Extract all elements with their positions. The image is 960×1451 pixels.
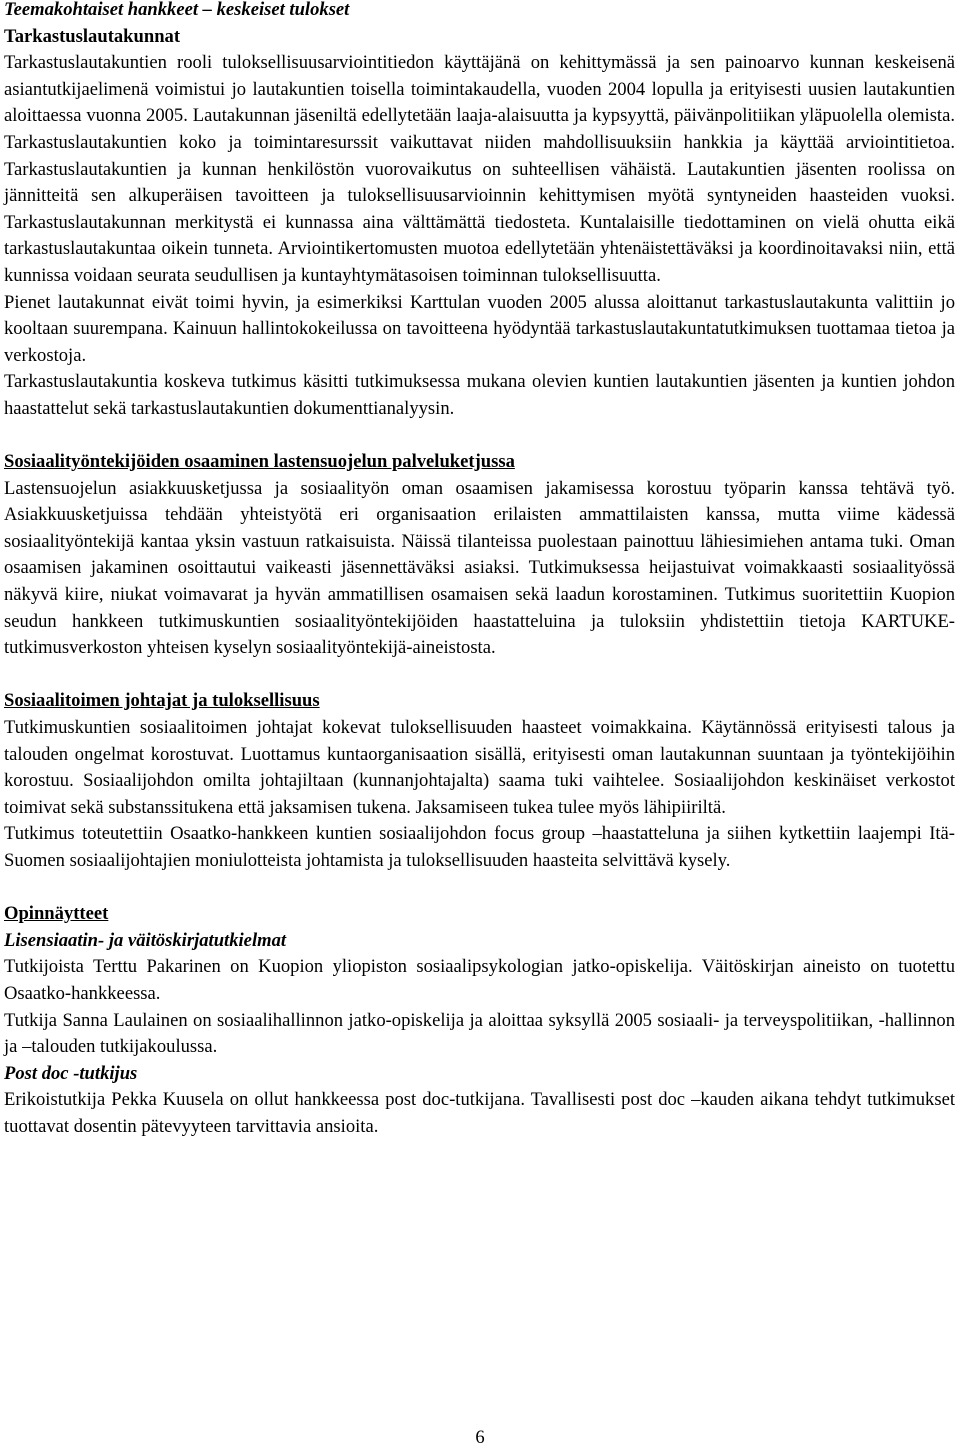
paragraph: Tutkimus toteutettiin Osaatko-hankkeen kuntien sosiaalijohdon focus group –haastatteluna ja siihen kytkettiin laajempi Itä-Suomen sosiaalijohtajien moniulotteista johtamista ja tuloksellisuuden haasteita selvittävä kysely. xyxy=(4,823,955,871)
spacer xyxy=(4,875,955,902)
paragraph: Tarkastuslautakuntia koskeva tutkimus käsitti tutkimuksessa mukana olevien kuntien lautakuntien jäsenten ja kuntien johdon haastattelut sekä tarkastuslautakuntien dokumenttianalyysin. xyxy=(4,371,955,419)
heading-tarkastuslautakunnat: Tarkastuslautakunnat xyxy=(4,25,181,47)
spacer xyxy=(4,423,955,450)
heading-sosiaalitoimen-johtajat: Sosiaalitoimen johtajat ja tuloksellisuus xyxy=(4,690,320,712)
heading-sosiaalityontekijat: Sosiaalityöntekijöiden osaaminen lastensuojelun palveluketjussa xyxy=(4,451,515,473)
spacer xyxy=(4,662,955,689)
page-number: 6 xyxy=(475,1427,485,1448)
paragraph: Tutkija Sanna Laulainen on sosiaalihallinnon jatko-opiskelija ja aloittaa syksyllä 2005 sosiaali- ja terveyspolitiikan, -hallinnon ja –talouden tutkijakoulussa. xyxy=(4,1009,955,1058)
paragraph: Pienet lautakunnat eivät toimi hyvin, ja esimerkiksi Karttulan vuoden 2005 alussa aloittanut tarkastuslautakunta valittiin jo kooltaan suurempana. Kainuun hallintokokeilussa on tavoitteena hyödyntää tarkastuslautakuntatutkimuksen tuottamaa tietoa ja verkostoja. xyxy=(4,291,955,366)
section-title: Teemakohtaiset hankkeet – keskeiset tulokset xyxy=(4,0,350,20)
paragraph: Tutkimuskuntien sosiaalitoimen johtajat kokevat tuloksellisuuden haasteet voimakkaina. Käytännössä erityisesti talous ja talouden ongelmat korostuvat. Luottamus kuntaorganisaation sisällä, erityisesti oman lautakunnan suuntaan ja työntekijöihin korostuu. Sosiaalijohdon omilta johtajiltaan (kunnanjohtajalta) saama tuki vaihtelee. Sosiaalijohdon keskinäiset verkostot toimivat sekä substanssitukena että jaksamisen tukena. Jaksamiseen tukea tulee myös lähipiiriltä. xyxy=(4,717,955,818)
document-page xyxy=(4,0,955,1141)
subheading-lisensiaatti: Lisensiaatin- ja väitöskirjatutkielmat xyxy=(4,929,287,951)
paragraph: Erikoistutkija Pekka Kuusela on ollut hankkeessa post doc-tutkijana. Tavallisesti post doc –kauden aikana tehdyt tutkimukset tuottavat dosentin pätevyyteen tarvittavia ansioita. xyxy=(4,1089,955,1137)
paragraph: Lastensuojelun asiakkuusketjussa ja sosiaalityön oman osaamisen jakamisessa korostuu työparin kanssa tehtävä työ. Asiakkuusketjuissa tehdään yhteistyötä eri organisaation erilaisten ammattilaisten kanssa, mutta viime kädessä sosiaalityöntekijä kantaa yksin vastuun ratkaisuista. Näissä tilanteissa puolestaan painottuu lähiesimiehen antama tuki. Oman osaamisen jakaminen osoittautui vaikeasti jäsennettäväksi asiaksi. Tutkimuksessa heijastuivat voimakkaasti sosiaalityössä näkyvä kiire, niukat voimavarat ja hyvän ammatillisen osamaisen sekä laadun korostaminen. Tutkimus suoritettiin Kuopion seudun hankkeen tutkimuskuntien sosiaalityöntekijöiden haastatteluina ja tuloksiin yhdistettiin tietoja KARTUKE-tutkimusverkoston yhteisen kyselyn sosiaalityöntekijä-aineistosta. xyxy=(4,477,955,659)
subheading-post-doc: Post doc -tutkijus xyxy=(4,1062,138,1084)
heading-opinnaytteet: Opinnäytteet xyxy=(4,903,109,925)
paragraph: Tutkijoista Terttu Pakarinen on Kuopion yliopiston sosiaalipsykologian jatko-opiskelija. Väitöskirjan aineisto on tuotettu Osaatko-hankkeessa. xyxy=(4,956,955,1004)
paragraph: Tarkastuslautakuntien rooli tuloksellisuusarviointitiedon käyttäjänä on kehittymässä ja sen painoarvo kunnan keskeisenä asiantutkijaelimenä voimistui jo lautakuntien toisella toimintakaudella, vuoden 2004 lopulla ja erityisesti uusien lautakuntien aloittaessa vuonna 2005. Lautakunnan jäseniltä edellytetään laaja-alaisuutta ja kypsyyttä, päivänpolitiikan yläpuolella olemista. Tarkastuslautakuntien koko ja toimintaresurssit vaikuttavat niiden mahdollisuuksiin hankkia ja käyttää arviointitietoa. Tarkastuslautakuntien ja kunnan henkilöstön vuorovaikutus on suhteellisen vähäistä. Lautakuntien jäsenten roolissa on jännitteitä sen alkuperäisen tavoitteen ja tuloksellisuusarvioinnin kehittymisen myötä syntyneiden haasteiden vuoksi. Tarkastuslautakunnan merkitystä ei kunnassa aina välttämättä tiedosteta. Kuntalaisille tiedottaminen on vielä ohutta eikä tarkastuslautakuntaa oikein tunneta. Arviointikertomusten muotoa edellytetään yhtenäistettäväksi ja koordinoitavaksi niin, että kunnissa voidaan seurata seudullisen ja kuntayhtymätasoisen toiminnan tuloksellisuutta. xyxy=(4,52,955,286)
